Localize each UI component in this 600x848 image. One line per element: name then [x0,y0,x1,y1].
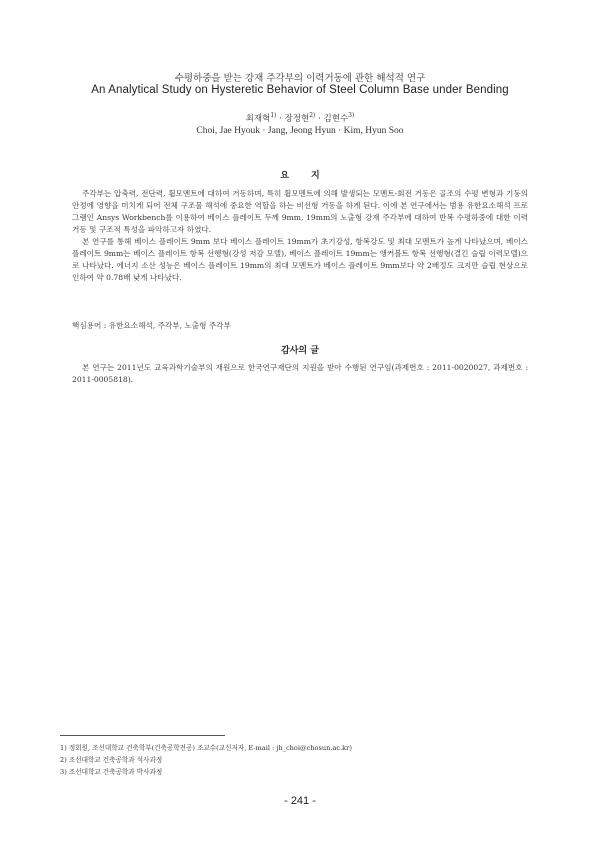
abstract-paragraph-2: 본 연구를 통해 베이스 플레이트 9mm 보다 베이스 플레이트 19mm가 초기강성, 항복강도 및 최대 모멘트가 높게 나타났으며, 베이스 플레이트 9mm는 베이스 플레이트 항복 선행형(강성 저감 모델), 베이스 플레이트 19mm는 앵커볼트 항복 선행형(결긴 슬립 이력모델)으로 나타났다. 에너지 소산 성능은 베이스 플레이트 19mm의 최대 모멘트가 베이스 플레이트 9mm보다 약 2배정도 크지만 슬립 현상으로 인하여 약 0.78배 낮게 나타났다. [72,237,528,282]
english-authors: Choi, Jae Hyouk · Jang, Jeong Hyun · Kim, Hyun Soo [196,126,404,136]
english-title: An Analytical Study on Hysteretic Behavior of Steel Column Base under Bending [91,84,509,96]
keywords: 핵심용어 : 유한요소해석, 주각부, 노출형 주각부 [72,321,231,330]
acknowledgement-body [72,362,528,386]
abstract-paragraph-1: 주각부는 압축력, 전단력, 휨모멘트에 대하여 거동하며, 특히 휨모멘트에 의해 발생되는 모멘트-회전 거동은 골조의 수평 변형과 기둥의 안정에 영향을 미치게 되어 전체 구조물 해석에 중요한 역할을 하는 비선형 거동을 하게 된다. 이에 본 연구에서는 범용 유한요소해석 프로그램인 Ansys Workbench를 이용하여 베이스 플레이트 두께 9mm, 19mm의 노출형 강재 주각부에 대하여 반복 수평하중에 대한 이력거동 및 구조적 특성을 파악하고자 하였다. [72,189,528,234]
footnote-3: 3) 조선대학교 건축공학과 박사과정 [60,768,163,776]
abstract-body [72,188,528,284]
footnotes [60,742,540,778]
author-separator-2: · [315,114,324,124]
acknowledgement-heading: 감사의 글 [281,346,319,356]
acknowledgement-paragraph: 본 연구는 2011년도 교육과학기술부의 재원으로 한국연구재단의 지원을 받아 수행된 연구임(과제번호 : 2011-0020027, 과제번호 : 2011-0005818). [72,363,528,384]
author-3-name: 김현수 [323,114,349,124]
author-2-mark: 2) [309,112,316,120]
page-number: - 241 - [284,795,316,807]
korean-title: 수평하중을 받는 강재 주각부의 이력거동에 관한 해석적 연구 [174,73,426,84]
abstract-heading: 요지 [280,171,342,181]
footnote-divider [60,735,225,736]
author-1-name: 최재혁 [245,114,271,124]
author-3-mark: 3) [348,112,355,120]
footnote-2: 2) 조선대학교 건축공학과 석사과정 [60,756,163,764]
author-separator-1: · [276,114,285,124]
korean-authors [0,112,600,124]
author-1-mark: 1) [270,112,277,120]
author-2-name: 장정현 [284,114,310,124]
footnote-1: 1) 정회원, 조선대학교 건축학부(건축공학전공) 조교수(교신저자, E-mail : jh_choi@chosun.ac.kr) [60,744,352,752]
